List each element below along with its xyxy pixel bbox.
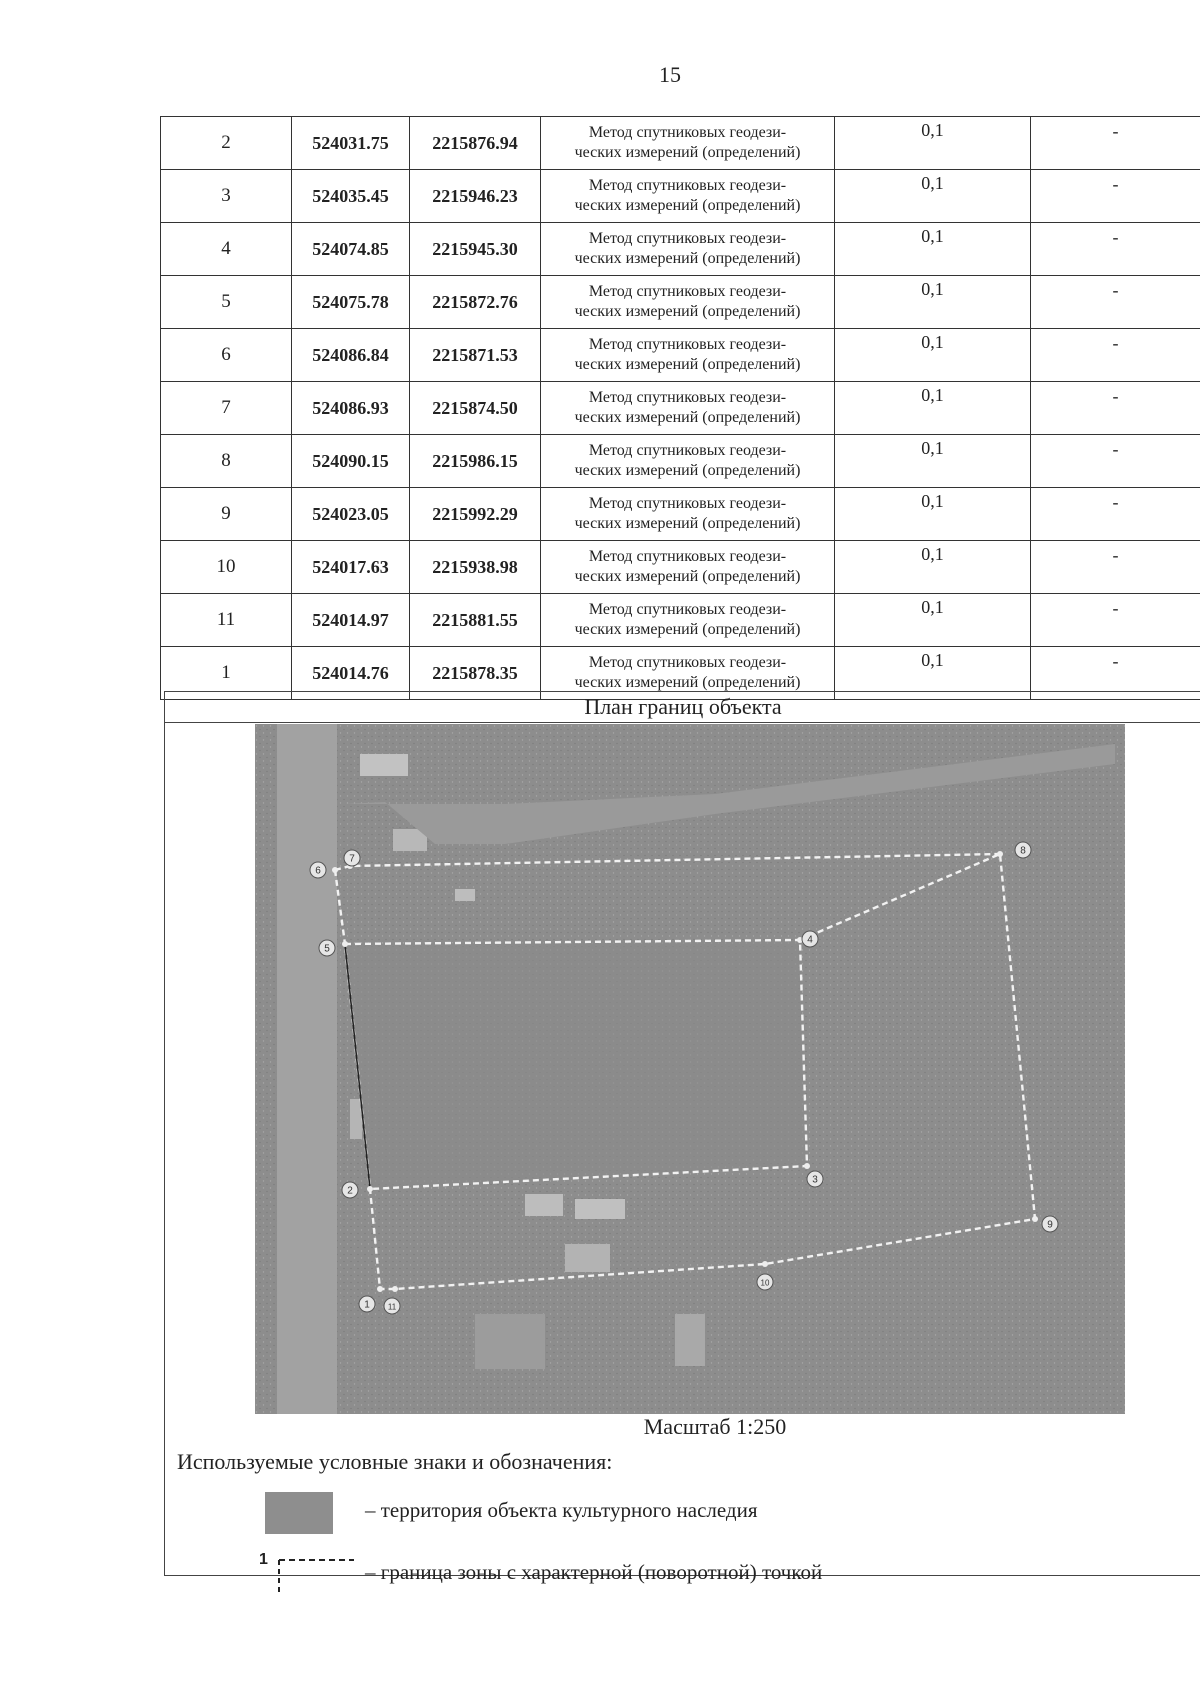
accuracy: 0,1: [835, 117, 1031, 170]
method-line-2: ческих измерений (определений): [574, 409, 801, 426]
method: [541, 594, 835, 647]
point-label: 6: [315, 865, 321, 877]
building: [565, 1244, 610, 1272]
table-row: [161, 541, 1200, 594]
table-row: [161, 117, 1200, 170]
point-number: 11: [161, 594, 292, 647]
coord-x: 524031.75: [292, 117, 410, 170]
accuracy: 0,1: [835, 170, 1031, 223]
point-number: 8: [161, 435, 292, 488]
vertex-dot: [392, 1286, 398, 1292]
method: [541, 329, 835, 382]
coord-x: 524090.15: [292, 435, 410, 488]
table-row: [161, 223, 1200, 276]
table-row: [161, 435, 1200, 488]
method-line-1: Метод спутниковых геодези-: [588, 230, 787, 247]
coord-x: 524014.97: [292, 594, 410, 647]
vertex-dot: [804, 1163, 810, 1169]
point-label: 10: [760, 1278, 770, 1288]
coord-y: 2215986.15: [410, 435, 541, 488]
coord-y: 2215881.55: [410, 594, 541, 647]
table-row: [161, 382, 1200, 435]
point-number: 1: [161, 647, 292, 700]
legend-boundary-text: – граница зоны с характерной (поворотной) точкой: [365, 1560, 823, 1584]
note: -: [1031, 117, 1200, 170]
coord-y: 2215872.76: [410, 276, 541, 329]
coord-x: 524074.85: [292, 223, 410, 276]
accuracy: 0,1: [835, 435, 1031, 488]
coord-x: 524023.05: [292, 488, 410, 541]
note: -: [1031, 647, 1200, 700]
point-label: 2: [347, 1185, 353, 1197]
accuracy: 0,1: [835, 647, 1031, 700]
point-label: 7: [349, 853, 355, 865]
boundary-map: [255, 724, 1125, 1414]
method-line-1: Метод спутниковых геодези-: [588, 124, 787, 141]
coord-x: 524075.78: [292, 276, 410, 329]
method-line-1: Метод спутниковых геодези-: [588, 336, 787, 353]
point-number: 7: [161, 382, 292, 435]
coord-y: 2215878.35: [410, 647, 541, 700]
plan-title: План границ объекта: [165, 692, 1200, 723]
method: [541, 170, 835, 223]
coord-y: 2215946.23: [410, 170, 541, 223]
method-line-1: Метод спутниковых геодези-: [588, 654, 787, 671]
accuracy: 0,1: [835, 223, 1031, 276]
table-row: [161, 170, 1200, 223]
note: -: [1031, 276, 1200, 329]
coord-x: 524014.76: [292, 647, 410, 700]
vertex-dot: [332, 867, 338, 873]
note: -: [1031, 382, 1200, 435]
point-number: 6: [161, 329, 292, 382]
method-line-2: ческих измерений (определений): [574, 356, 801, 373]
table-row: [161, 594, 1200, 647]
point-label: 5: [324, 943, 330, 955]
point-label: 4: [807, 934, 813, 946]
coordinates-table: [160, 116, 1200, 700]
building: [455, 889, 475, 901]
coord-y: 2215938.98: [410, 541, 541, 594]
method-line-1: Метод спутниковых геодези-: [588, 389, 787, 406]
coord-y: 2215992.29: [410, 488, 541, 541]
point-label: 1: [364, 1299, 370, 1311]
coord-x: 524035.45: [292, 170, 410, 223]
vertex-dot: [342, 941, 348, 947]
method-line-2: ческих измерений (определений): [574, 462, 801, 479]
vertex-dot: [762, 1261, 768, 1267]
coord-x: 524086.93: [292, 382, 410, 435]
plan-frame: [164, 691, 1200, 1584]
method-line-2: ческих измерений (определений): [574, 674, 801, 691]
legend-point-label: 1: [259, 1551, 268, 1568]
method-line-2: ческих измерений (определений): [574, 197, 801, 214]
method: [541, 276, 835, 329]
method-line-1: Метод спутниковых геодези-: [588, 177, 787, 194]
point-label: 8: [1020, 845, 1026, 857]
accuracy: 0,1: [835, 382, 1031, 435]
note: -: [1031, 594, 1200, 647]
table-row: [161, 488, 1200, 541]
method: [541, 488, 835, 541]
accuracy: 0,1: [835, 488, 1031, 541]
building: [360, 754, 408, 776]
method: [541, 382, 835, 435]
method-line-2: ческих измерений (определений): [574, 250, 801, 267]
building: [350, 1099, 362, 1139]
point-label: 3: [812, 1174, 818, 1186]
note: -: [1031, 488, 1200, 541]
legend-territory-text: – территория объекта культурного наследия: [365, 1498, 758, 1522]
accuracy: 0,1: [835, 594, 1031, 647]
note: -: [1031, 435, 1200, 488]
accuracy: 0,1: [835, 541, 1031, 594]
legend-boundary-symbol: [259, 1548, 359, 1598]
inner-territory: [345, 940, 807, 1189]
coord-x: 524017.63: [292, 541, 410, 594]
method-line-2: ческих измерений (определений): [574, 515, 801, 532]
vertex-dot: [367, 1186, 373, 1192]
point-label: 9: [1047, 1219, 1053, 1231]
note: -: [1031, 223, 1200, 276]
point-number: 4: [161, 223, 292, 276]
note: -: [1031, 329, 1200, 382]
building: [575, 1199, 625, 1219]
scale-label: Масштаб 1:250: [643, 1414, 787, 1439]
coord-y: 2215876.94: [410, 117, 541, 170]
table-row: [161, 276, 1200, 329]
table-row: [161, 329, 1200, 382]
method: [541, 223, 835, 276]
method-line-1: Метод спутниковых геодези-: [588, 548, 787, 565]
building: [475, 1314, 545, 1369]
method: [541, 435, 835, 488]
method-line-2: ческих измерений (определений): [574, 303, 801, 320]
method: [541, 117, 835, 170]
coord-x: 524086.84: [292, 329, 410, 382]
building: [675, 1314, 705, 1366]
vertex-dot: [997, 851, 1003, 857]
coord-y: 2215871.53: [410, 329, 541, 382]
method-line-1: Метод спутниковых геодези-: [588, 495, 787, 512]
method-line-1: Метод спутниковых геодези-: [588, 601, 787, 618]
coord-y: 2215945.30: [410, 223, 541, 276]
road-strip: [277, 724, 337, 1414]
note: -: [1031, 170, 1200, 223]
note: -: [1031, 541, 1200, 594]
method-line-2: ческих измерений (определений): [574, 568, 801, 585]
accuracy: 0,1: [835, 329, 1031, 382]
point-label: 11: [387, 1302, 397, 1312]
point-number: 9: [161, 488, 292, 541]
point-number: 5: [161, 276, 292, 329]
accuracy: 0,1: [835, 276, 1031, 329]
method-line-1: Метод спутниковых геодези-: [588, 283, 787, 300]
point-number: 2: [161, 117, 292, 170]
page-number: 15: [659, 62, 681, 87]
coord-y: 2215874.50: [410, 382, 541, 435]
method: [541, 541, 835, 594]
method-line-2: ческих измерений (определений): [574, 144, 801, 161]
method-line-2: ческих измерений (определений): [574, 621, 801, 638]
point-number: 10: [161, 541, 292, 594]
vertex-dot: [1032, 1216, 1038, 1222]
legend-title: Используемые условные знаки и обозначения:: [177, 1449, 613, 1474]
point-number: 3: [161, 170, 292, 223]
method-line-1: Метод спутниковых геодези-: [588, 442, 787, 459]
building: [525, 1194, 563, 1216]
vertex-dot: [377, 1286, 383, 1292]
legend-territory-swatch: [265, 1492, 333, 1534]
